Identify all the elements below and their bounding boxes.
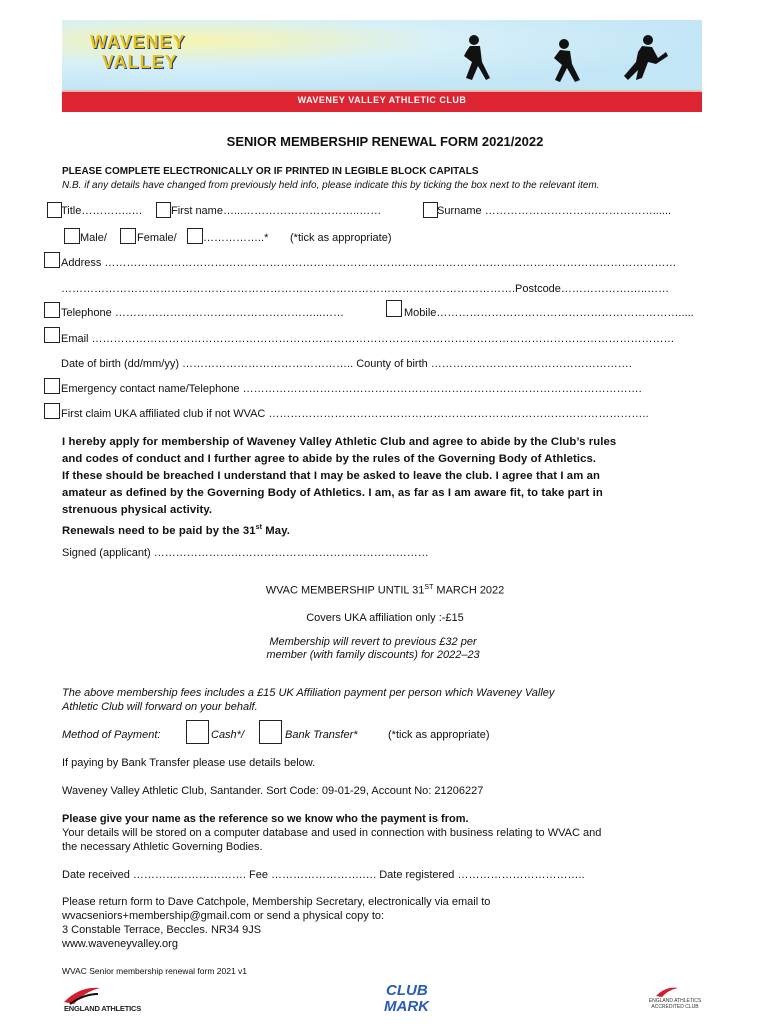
bank-transfer-checkbox[interactable] [259,720,282,744]
form-note: N.B. if any details have changed from previously held info, please indicate this by ticking the box next to the relevant item. [62,180,600,191]
payment-method-label: Method of Payment: [62,729,161,741]
clubmark-top-text: CLUB [386,982,428,999]
gender-tick-note: (*tick as appropriate) [290,232,392,244]
data-protection-line-1: Your details will be stored on a computer database and used in connection with business relating to WVAC and [62,827,602,839]
membership-text-end: MARCH 2022 [433,584,505,597]
signed-field[interactable]: Signed (applicant) ………………………………………………………………… [62,547,429,559]
cash-label: Cash*/ [211,729,245,741]
telephone-checkbox[interactable] [44,302,60,318]
emergency-checkbox[interactable] [44,378,60,394]
reference-note: Please give your name as the reference so we know who the payment is from. [62,813,469,825]
england-athletics-swoosh-icon [62,982,102,1006]
female-label: Female/ [137,232,177,244]
data-protection-line-2: the necessary Athletic Governing Bodies. [62,841,263,853]
bank-details-intro: If paying by Bank Transfer please use details below. [62,757,316,769]
cash-checkbox[interactable] [186,720,209,744]
office-use-fields[interactable]: Date received …………………………. Fee …………………….…. Date registered …………………………….. [62,869,585,881]
declaration-line: If these should be breached I understand that I may be asked to leave the club. I agree that I am an [62,470,600,482]
logo-text-valley: VALLEY [102,52,178,72]
mobile-checkbox[interactable] [386,300,402,317]
deadline-sup: st [255,524,263,531]
first-name-checkbox[interactable] [156,202,171,218]
title-checkbox[interactable] [47,202,62,218]
email-checkbox[interactable] [44,327,60,343]
declaration-line: and codes of conduct and I further agree to abide by the rules of the Governing Body of Athletics. [62,453,597,465]
form-version: WVAC Senior membership renewal form 2021 v1 [62,966,248,976]
clubmark-bottom-text: MARK [384,998,429,1015]
female-checkbox[interactable] [120,228,136,244]
surname-checkbox[interactable] [423,202,438,218]
header-banner [62,20,702,112]
male-checkbox[interactable] [64,228,80,244]
renewal-deadline [62,519,722,540]
deadline-text: Renewals need to be paid by the 31 [62,524,256,537]
fees-line-1: The above membership fees includes a £15 UK Affiliation payment per person which Waveney Valley [62,687,555,699]
clubmark-logo [380,982,440,1018]
male-label: Male/ [80,232,107,244]
dob-field[interactable]: Date of birth (dd/mm/yy) ……………………………………….. County of birth ………………………………………………. [61,358,632,370]
mobile-field[interactable]: Mobile…………………………………………………………..... [404,307,694,319]
accredited-club-logo [640,984,710,1018]
declaration-line: I hereby apply for membership of Waveney Valley Athletic Club and agree to abide by the Club’s rules [62,436,617,448]
website: www.waveneyvalley.org [62,938,178,950]
first-claim-checkbox[interactable] [44,403,60,419]
address-postcode-field[interactable]: …………………………………………………………………………………………………………….Postcode……………….…..…… [61,283,670,295]
deadline-text-end: May. [262,524,290,537]
declaration-line: strenuous physical activity. [62,504,213,516]
surname-field[interactable]: Surname ………………………….……………...... [437,205,672,217]
membership-heading [0,584,770,597]
form-instruction: PLEASE COMPLETE ELECTRONICALLY OR IF PRINTED IN LEGIBLE BLOCK CAPITALS [62,166,479,177]
logo-text-waveney: WAVENEY [90,32,186,52]
first-name-field[interactable]: First name…...…………………………..…… [171,205,382,217]
other-field[interactable]: ……………..* [203,232,269,244]
accredited-text: ENGLAND ATHLETICS ACCREDITED CLUB [648,998,702,1010]
bank-details: Waveney Valley Athletic Club, Santander. Sort Code: 09-01-29, Account No: 21206227 [62,785,484,797]
membership-text: WVAC MEMBERSHIP UNTIL 31 [265,584,425,597]
payment-tick-note: (*tick as appropriate) [388,729,490,741]
covers-uka-text: Covers UKA affiliation only :-£15 [306,612,464,624]
address-field[interactable]: Address ………………………………………………………………………………………………………………………………………… [61,257,677,269]
first-claim-field[interactable]: First claim UKA affiliated club if not WVAC ………………………………………………………………………………………….. [61,408,649,420]
banner-club-name: WAVENEY VALLEY ATHLETIC CLUB [297,95,467,105]
bank-transfer-label: Bank Transfer* [285,729,358,741]
return-email: wvacseniors+membership@gmail.com or send a physical copy to: [62,910,385,922]
revert-line-2: member (with family discounts) for 2022–23 [266,649,480,661]
runners-silhouette [452,34,682,92]
return-address: 3 Constable Terrace, Beccles. NR34 9JS [62,924,262,936]
title-field[interactable]: Title…………..… [61,205,143,217]
declaration-line: amateur as defined by the Governing Body of Athletics. I am, as far as I am aware fit, to take part in [62,487,603,499]
other-checkbox[interactable] [187,228,203,244]
declaration-paragraph [62,434,722,540]
revert-line-1: Membership will revert to previous £32 per [269,636,477,648]
fees-line-2: Athletic Club will forward on your behalf. [62,701,258,713]
telephone-field[interactable]: Telephone ………………………………………………...…… [61,307,344,319]
return-line-1: Please return form to Dave Catchpole, Membership Secretary, electronically via email to [62,896,491,908]
england-athletics-text: ENGLAND ATHLETICS [64,1004,142,1013]
accredited-swoosh-icon [654,984,680,998]
membership-sup: ST [424,584,434,591]
address-checkbox[interactable] [44,252,60,268]
england-athletics-logo [58,982,158,1018]
emergency-contact-field[interactable]: Emergency contact name/Telephone ………………………………………………………………………………………………. [61,383,642,395]
email-field[interactable]: Email …………………………………………………………………………………………………………………………………………… [61,333,675,345]
form-title: SENIOR MEMBERSHIP RENEWAL FORM 2021/2022 [226,134,544,149]
